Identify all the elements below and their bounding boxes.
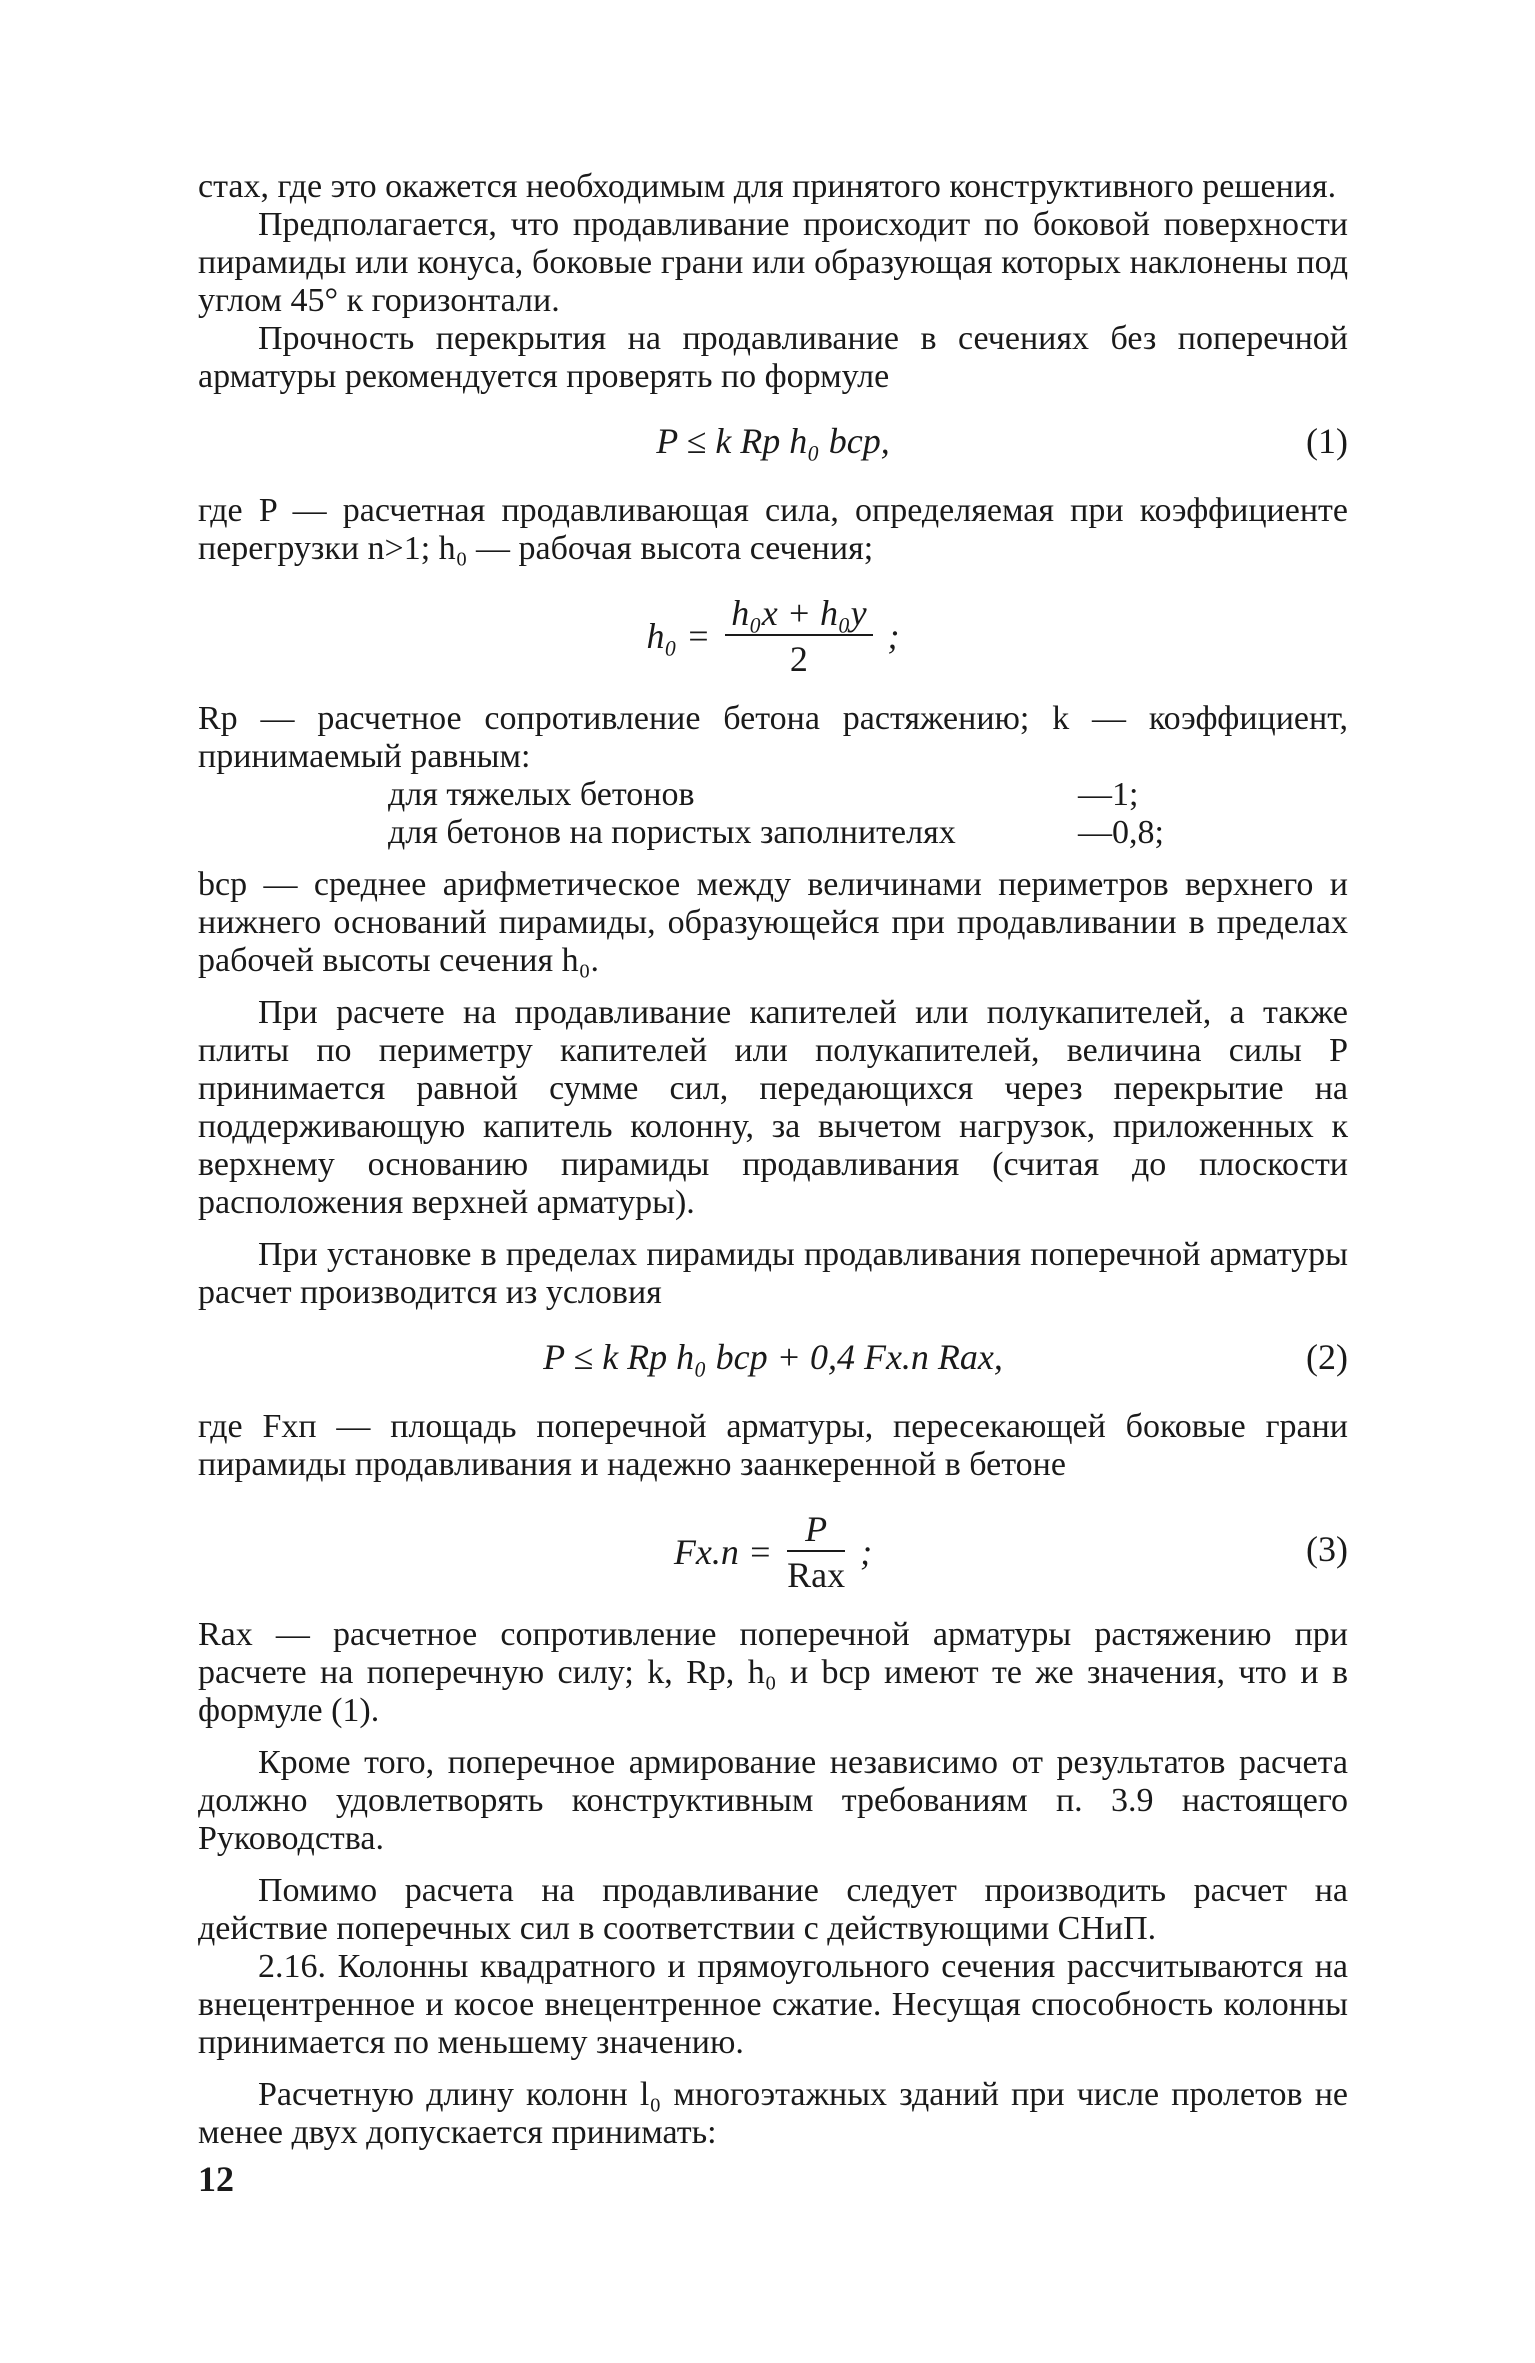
paragraph-transverse-reinforcement: При установке в пределах пирамиды продавливания поперечной арматуры расчет производится из условия [198, 1236, 1348, 1311]
paragraph-definition-fxp: где Fхп — площадь поперечной арматуры, пересекающей боковые грани пирамиды продавливания и надежно заанкеренной в бетоне [198, 1408, 1348, 1483]
list-item [388, 776, 1188, 814]
formula-3-numerator: P [787, 1510, 845, 1552]
list-item [388, 814, 1188, 852]
paragraph-shear-forces: Помимо расчета на продавливание следует производить расчет на действие поперечных сил в соответствии с действующими СНиП. [198, 1872, 1348, 1947]
paragraph-column-length: Расчетную длину колонн l₀ многоэтажных зданий при числе пролетов не менее двух допускается принимать: [198, 2076, 1348, 2151]
paragraph-constructive-requirements: Кроме того, поперечное армирование независимо от результатов расчета должно удовлетворять конструктивным требованиям п. 3.9 настоящего Руководства. [198, 1744, 1348, 1857]
formula-h0 [198, 586, 1348, 682]
formula-h0-fraction [725, 594, 872, 678]
formula-2-number: (2) [1306, 1337, 1348, 1377]
formula-3-denominator: Rах [787, 1555, 846, 1595]
formula-h0-numerator: h₀x + h₀y [725, 594, 872, 636]
formula-h0-lhs: h₀ = [646, 616, 711, 656]
formula-3-fraction [787, 1510, 845, 1594]
paragraph-definition-rp: Rp — расчетное сопротивление бетона растяжению; k — коэффициент, принимаемый равным: [198, 700, 1348, 775]
paragraph-definition-p: где P — расчетная продавливающая сила, определяемая при коэффициенте перегрузки n>1; h₀ — рабочая высота сечения; [198, 492, 1348, 567]
formula-3-number: (3) [1306, 1529, 1348, 1569]
formula-2 [198, 1330, 1348, 1390]
paragraph-definition-rax: Rах — расчетное сопротивление поперечной арматуры растяжению при расчете на поперечную силу; k, Rp, h₀ и bср имеют те же значения, что и в формуле (1). [198, 1616, 1348, 1729]
paragraph-assumption: Предполагается, что продавливание происходит по боковой поверхности пирамиды или конуса, боковые грани или образующая которых наклонены под углом 45° к горизонтали. [198, 206, 1348, 319]
formula-1-number: (1) [1306, 421, 1348, 461]
list-item-label: для тяжелых бетонов [388, 776, 695, 813]
paragraph-section-2-16: 2.16. Колонны квадратного и прямоугольного сечения рассчитываются на внецентренное и косое внецентренное сжатие. Несущая способность колонны принимается по меньшему значению. [198, 1948, 1348, 2061]
formula-3 [198, 1502, 1348, 1598]
paragraph-capitals: При расчете на продавливание капителей или полукапителей, а также плиты по периметру капителей или полукапителей, величина силы P принимается равной сумме сил, передающихся через перекрытие на поддерживающую капитель колонну, за вычетом нагрузок, приложенных к верхнему основанию пирамиды продавливания (считая до плоскости расположения верхней арматуры). [198, 994, 1348, 1221]
formula-1 [198, 414, 1348, 474]
page-number: 12 [198, 2159, 234, 2199]
formula-3-lhs: Fх.п = [673, 1532, 773, 1572]
paragraph-definition-bcp: bср — среднее арифметическое между величинами периметров верхнего и нижнего оснований пирамиды, образующейся при продавливании в пределах рабочей высоты сечения h₀. [198, 866, 1348, 979]
formula-3-tail: ; [860, 1532, 873, 1572]
formula-1-expression: P ≤ k Rp h₀ bср, [656, 421, 890, 461]
paragraph-continuation: стах, где это окажется необходимым для принятого конструктивного решения. [198, 168, 1337, 205]
coefficient-list [388, 776, 1188, 852]
formula-h0-denominator: 2 [789, 639, 808, 679]
formula-2-expression: P ≤ k Rp h₀ bср + 0,4 Fх.п Rах, [543, 1337, 1003, 1377]
formula-h0-tail: ; [887, 616, 900, 656]
list-item-value: —1; [1078, 776, 1139, 813]
paragraph-strength-check: Прочность перекрытия на продавливание в сечениях без поперечной арматуры рекомендуется проверять по формуле [198, 320, 1348, 395]
list-item-value: —0,8; [1078, 814, 1164, 851]
page-body [198, 168, 1348, 2152]
list-item-label: для бетонов на пористых заполнителях [388, 814, 956, 851]
